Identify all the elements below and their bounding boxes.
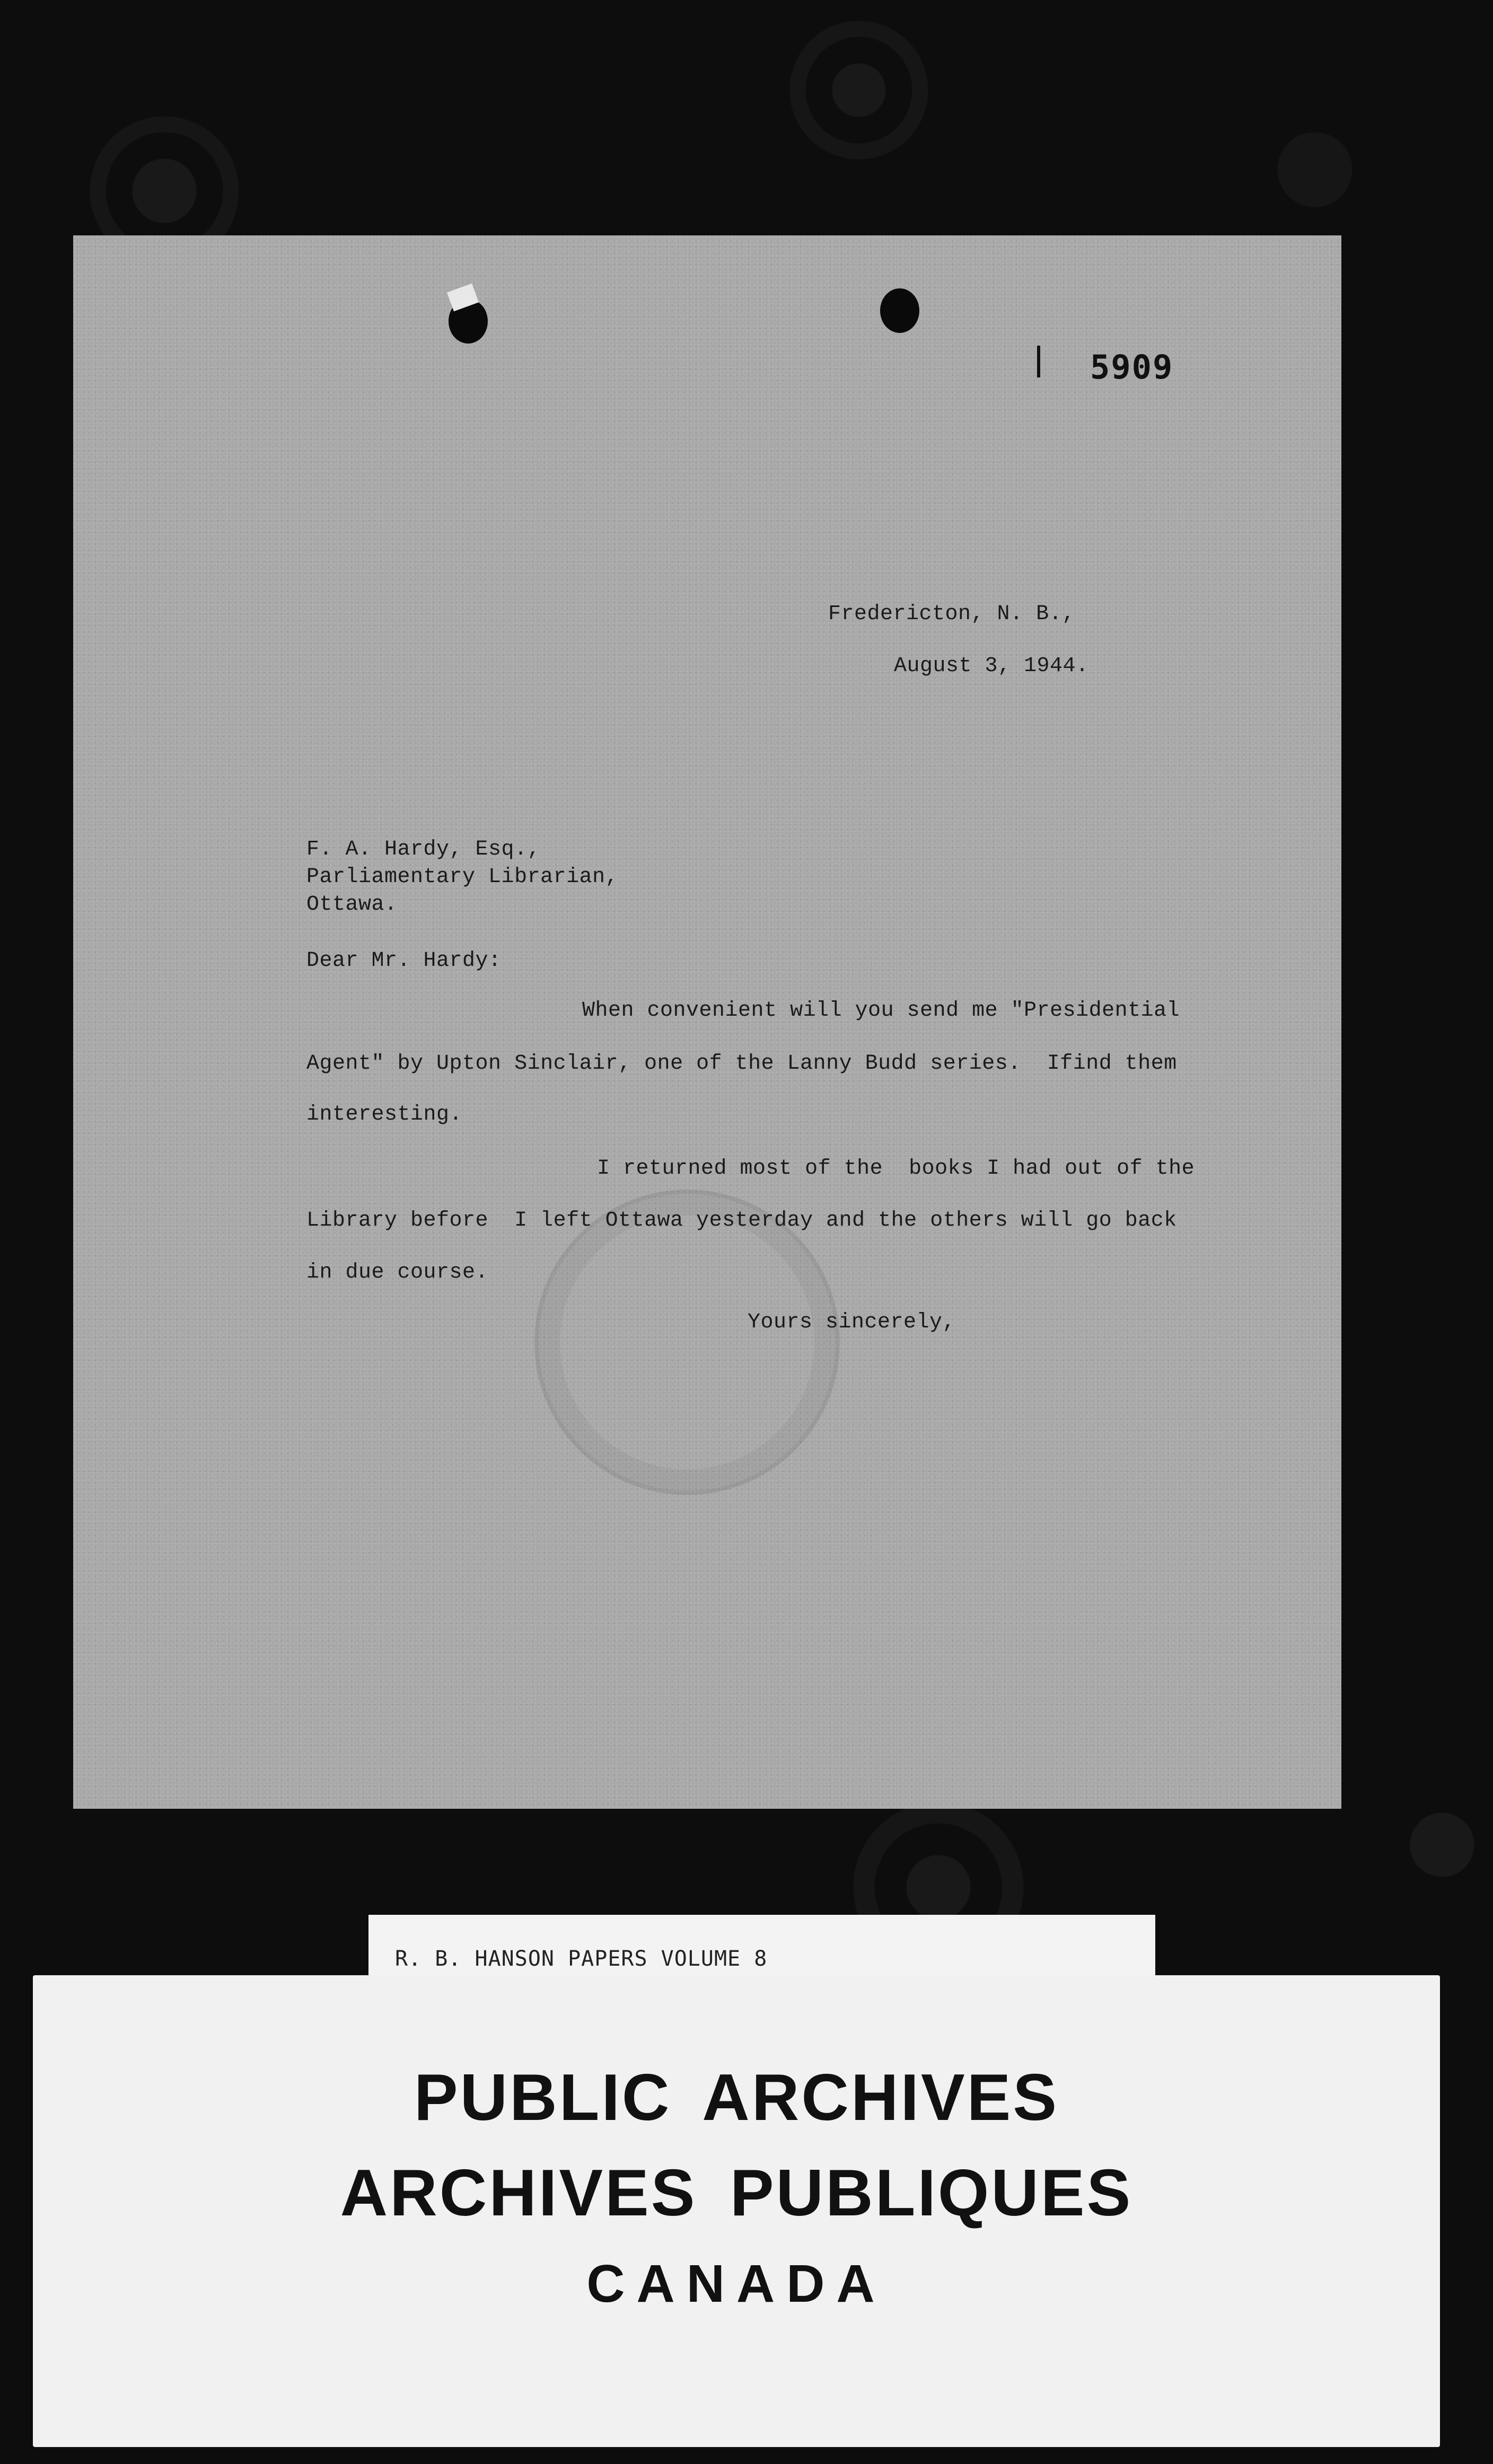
- file-tick-mark: [1037, 346, 1047, 377]
- letter-place: Fredericton, N. B.,: [828, 602, 1075, 626]
- body-line: I returned most of the books I had out of the: [597, 1157, 1195, 1181]
- archives-card: [33, 1975, 1440, 2447]
- volume-label: [368, 1915, 1155, 1978]
- recipient-city: Ottawa.: [306, 893, 398, 917]
- archives-title-french: ARCHIVES PUBLIQUES: [340, 2157, 1133, 2230]
- archives-country: CANADA: [586, 2254, 886, 2313]
- recipient-name: F. A. Hardy, Esq.,: [306, 838, 541, 861]
- body-line: in due course.: [306, 1261, 489, 1284]
- body-line: Library before I left Ottawa yesterday and the others will go back: [306, 1209, 1177, 1233]
- body-line: When convenient will you send me "Presidential: [582, 999, 1180, 1023]
- volume-label-text: R. B. HANSON PAPERS VOLUME 8: [395, 1947, 768, 1971]
- recipient-title: Parliamentary Librarian,: [306, 865, 619, 889]
- punch-hole-right: [880, 288, 919, 333]
- salutation: Dear Mr. Hardy:: [306, 949, 502, 973]
- archives-title-english: PUBLIC ARCHIVES: [414, 2061, 1059, 2134]
- body-line: interesting.: [306, 1103, 463, 1127]
- closing: Yours sincerely,: [748, 1310, 956, 1334]
- letter-page: [73, 235, 1341, 1809]
- letter-date: August 3, 1944.: [894, 654, 1089, 678]
- faint-seal-stamp: [534, 1190, 840, 1495]
- body-line: Agent" by Upton Sinclair, one of the Lanny Budd series. Ifind them: [306, 1052, 1177, 1076]
- document-number: 5909: [1090, 348, 1174, 386]
